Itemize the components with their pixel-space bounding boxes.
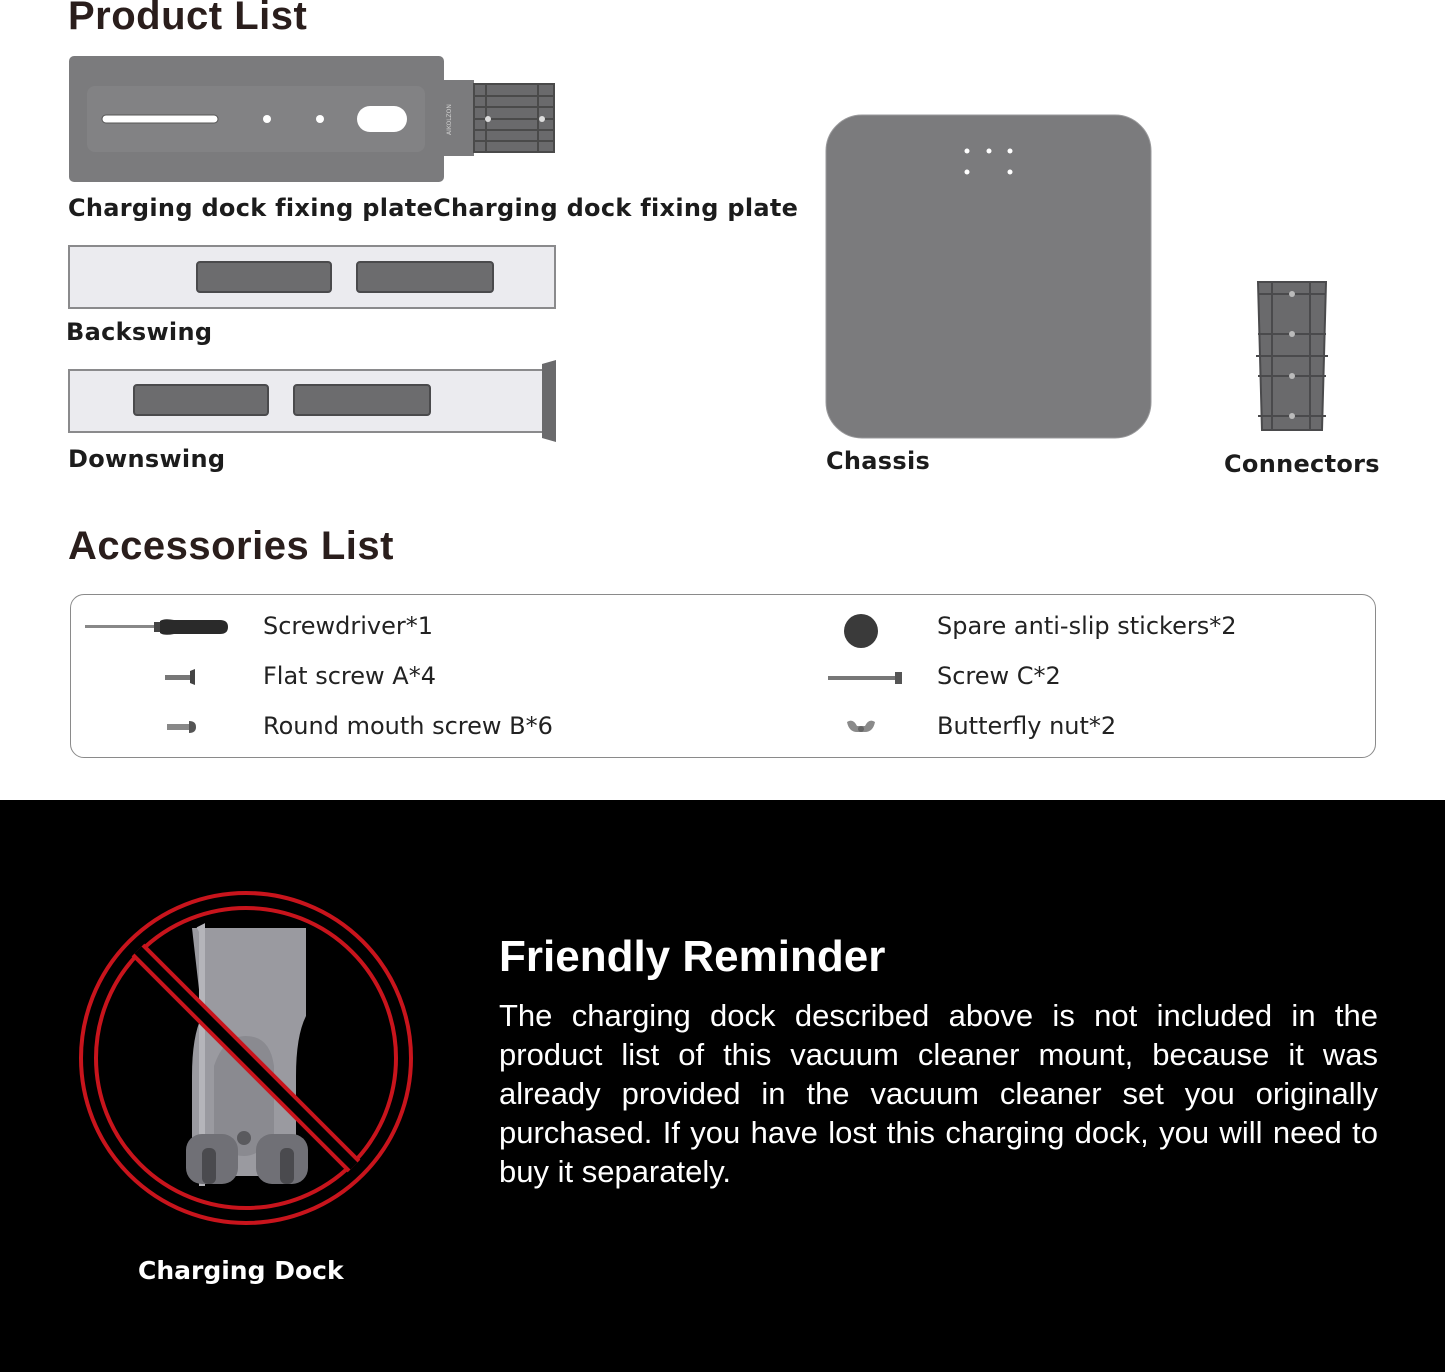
backswing-label: Backswing bbox=[66, 318, 213, 346]
screwdriver-icon bbox=[84, 615, 230, 639]
fixing-plate-label: Charging dock fixing plateCharging dock fixing plate bbox=[68, 194, 799, 222]
plate-brand-text: AIKOLZON bbox=[446, 104, 453, 135]
product-list-title: Product List bbox=[68, 0, 308, 38]
downswing-image bbox=[68, 358, 560, 444]
charging-dock-caption: Charging Dock bbox=[138, 1256, 344, 1285]
sticker-icon bbox=[842, 612, 880, 650]
downswing-label: Downswing bbox=[68, 445, 226, 473]
chassis-image bbox=[825, 114, 1153, 440]
accessory-butterfly-nut-label: Butterfly nut*2 bbox=[937, 712, 1117, 740]
accessory-screwdriver-label: Screwdriver*1 bbox=[263, 612, 434, 640]
connectors-image bbox=[1254, 276, 1330, 436]
fixing-plate-image bbox=[68, 55, 558, 185]
reminder-title: Friendly Reminder bbox=[499, 932, 886, 981]
accessory-round-screw-label: Round mouth screw B*6 bbox=[263, 712, 553, 740]
flat-screw-icon bbox=[164, 668, 198, 686]
backswing-image bbox=[68, 244, 558, 312]
long-screw-icon bbox=[827, 670, 905, 686]
butterfly-nut-icon bbox=[845, 716, 877, 738]
charging-dock-prohibited-image bbox=[74, 886, 418, 1230]
accessories-list-title: Accessories List bbox=[68, 524, 394, 568]
round-screw-icon bbox=[166, 717, 198, 737]
accessory-screw-c-label: Screw C*2 bbox=[937, 662, 1061, 690]
accessory-flat-screw-label: Flat screw A*4 bbox=[263, 662, 436, 690]
connectors-label: Connectors bbox=[1224, 450, 1380, 478]
accessory-sticker-label: Spare anti-slip stickers*2 bbox=[937, 612, 1237, 640]
reminder-body: The charging dock described above is not included in the product list of this vacuum cleaner mount, because it was already provided in the vacuum cleaner set you originally purchased. If you have lost this charging dock, you will need to buy it separately. bbox=[499, 998, 1378, 1189]
chassis-label: Chassis bbox=[826, 447, 931, 475]
